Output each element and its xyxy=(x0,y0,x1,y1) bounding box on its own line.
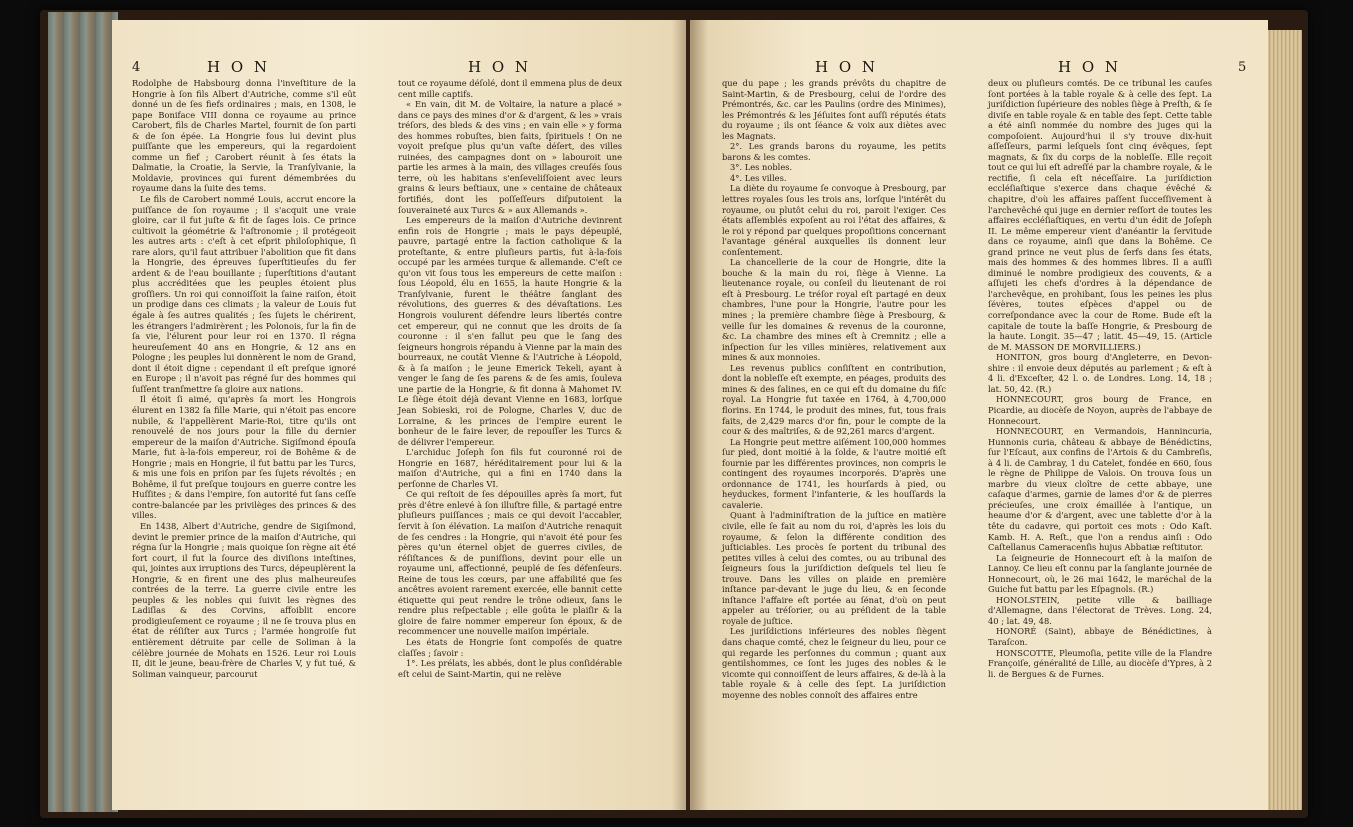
book-gutter xyxy=(672,20,708,810)
paragraph: Il étoit ſi aimé, qu'après ſa mort les Hongrois élurent en 1382 ſa fille Marie, qui n'étoit pas encore nubile, & l'appellèrent Marie-Roi, titre qu'ils ont renouvelé de nos jours pour la fille du dernier empereur de la maiſon d'Autriche. Sigiſmond épouſa Marie, fut à-la-fois empereur, roi de Bohême & de Hongrie ; mais en Hongrie, il fut battu par les Turcs, & mis une fois en priſon par ſes ſujets révoltés ; en Bohême, il fut preſque toujours en guerre contre les Huſſites ; & dans l'empire, ſon autorité fut ſans ceſſe contre-balancée par les privilèges des princes & des villes. xyxy=(132,394,356,521)
dictionary-entry: HONNECOURT, gros bourg de France, en Picardie, au diocèſe de Noyon, auprès de l'abbaye de Honnecourt. xyxy=(988,394,1212,426)
page-number: 4 xyxy=(132,60,141,75)
running-head: H O N xyxy=(468,58,532,76)
paragraph: La ſeigneurie de Honnecourt eſt à la maiſon de Lannoy. Ce lieu eſt connu par la ſanglante journée de Honnecourt, où, le 26 mai 1642, le maréchal de la Guiche fut battu par les Eſpagnols. (R.) xyxy=(988,552,1212,595)
book-fore-edge-right xyxy=(1262,30,1302,810)
book-fore-edge-left xyxy=(48,12,118,812)
paragraph: « En vain, dit M. de Voltaire, la nature a placé » dans ce pays des mines d'or & d'argent, & les » vrais tréſors, des bleds & des vins ; en vain elle » y forma des hommes robuſtes, bien faits, ſpirituels ! On ne voyoit preſque plus qu'un vaſte déſert, des villes ruinées, des campagnes dont on » labouroit une partie les armes à la main, des villages creuſés ſous terre, où les habitans s'enſeveliſſoient avec leurs grains & leurs beſtiaux, une » centaine de châteaux fortifiés, dont les poſſeſſeurs diſputoient la ſouveraineté aux Turcs & » aux Allemands ». xyxy=(398,99,622,215)
paragraph: Le fils de Carobert nommé Louis, accrut encore la puiſſance de ſon royaume ; il s'acquit une vraie gloire, car il fut juſte & fit de ſages lois. Ce prince cultivoit la géométrie & l'aſtronomie ; il protégeoit les autres arts : c'eſt à cet eſprit philoſophique, ſi rare alors, qu'il faut attribuer l'abolition que fit dans la Hongrie, des épreuves ſuperſtitieuſes du fer ardent & de l'eau bouillante ; ſuperſtitions d'autant plus accréditées que les peuples étoient plus groſſiers. Un roi qui connoiſſoit la ſaine raiſon, étoit un prodige dans ces climats ; la valeur de Louis fut égale à ſes autres qualités ; ſes ſujets le chérirent, les étrangers l'admirèrent ; les Polonois, ſur la fin de ſa vie, l'élurent pour leur roi en 1370. Il régna heureuſement 40 ans en Hongrie, & 12 ans en Pologne ; les peuples lui donnèrent le nom de Grand, dont il étoit digne : cependant il eſt preſque ignoré en Europe ; il n'avoit pas régné ſur des hommes qui ſuſſent tranſmettre ſa gloire aux nations. xyxy=(132,194,356,394)
dictionary-entry: HONORÉ (Saint), abbaye de Bénédictines, à Taraſcon. xyxy=(988,626,1212,647)
dictionary-entry: HONNECOURT, en Vermandois, Hannincuria, Hunnonis curia, château & abbaye de Bénédictins, ſur l'Eſcaut, aux confins de l'Artois & du Cambreſis, à 4 li. de Cambray, 1 du Catelet, fondée en 660, ſous le règne de Philippe de Valois. On trouva ſous un marbre du vieux cloître de cette abbaye, une caſaque d'armes, garnie de lames d'or & de pierres précieuſes, une croix émaillée à l'antique, un heaume d'or & d'argent, avec une tablette d'or à la tête du cadavre, qui portoit ces mots : Odo Kaſt. Kamb. H. A. Reſt., que l'on a rendus ainſi : Odo Caſtellanus Cameracenſis hujus Abbatiæ reſtitutor. xyxy=(988,426,1212,553)
dictionary-entry: HONSCOTTE, Pleumoſia, petite ville de la Flandre Françoiſe, généralité de Lille, au diocèſe d'Ypres, à 2 li. de Bergues & de Furnes. xyxy=(988,647,1212,679)
text-column-2 xyxy=(988,78,1212,679)
paragraph: Rodolphe de Habsbourg donna l'inveſtiture de la Hongrie à ſon fils Albert d'Autriche, comme s'il eût donné un de ſes fiefs ordinaires ; mais, en 1308, le pape Boniface VIII donna ce royaume au prince Carobert, fils de Charles Martel, fournit de ſon parti & de ſon épée. La Hongrie fous lui devint plus puiſſante que les empereurs, qui la regardoient comme un fief ; Carobert réunit à ſes états la Dalmatie, la Croatie, la Servie, la Tranſylvanie, la Moldavie, provinces qui furent démembrées du royaume dans la ſuite des tems. xyxy=(132,78,356,194)
paragraph: Les empereurs de la maiſon d'Autriche devinrent enfin rois de Hongrie ; mais le pays dépeuplé, pauvre, partagé entre la faction catholique & la proteſtante, & entre pluſieurs partis, fut à-la-fois occupé par les armées turque & allemande. C'eſt ce qu'on vit ſous tous les empereurs de cette maiſon : ſous Léopold, élu en 1655, la haute Hongrie & la Tranſylvanie, furent le théâtre ſanglant des révolutions, des guerres & des dévaſtations. Les Hongrois voulurent défendre leurs libertés contre cet empereur, qui ne connut que les droits de ſa couronne : il s'en fallut peu que le ſang des ſeigneurs hongrois répandu à Vienne par la main des bourreaux, ne coutât Vienne & l'Autriche à Léopold, & à ſa maiſon ; le jeune Emerick Tekeli, ayant à venger le ſang de ſes parens & de ſes amis, ſouleva une partie de la Hongrie, & fit donna à Mahomet IV. Le ſiège étoit déjà devant Vienne en 1683, lorſque Jean Sobieski, roi de Pologne, Charles V, duc de Lorraine, & les princes de l'empire eurent le bonheur de le faire lever, de repouſſer les Turcs & de délivrer l'empereur. xyxy=(398,215,622,447)
paragraph: tout ce royaume déſolé, dont il emmena plus de deux cent mille captifs. xyxy=(398,78,622,99)
paragraph: L'archiduc Joſeph ſon fils fut couronné roi de Hongrie en 1687, héréditairement pour lui & la maiſon d'Autriche, qui a fini en 1740 dans la perſonne de Charles VI. xyxy=(398,447,622,489)
running-head: H O N xyxy=(1058,58,1122,76)
text-column-2 xyxy=(398,78,622,679)
paragraph: La chancellerie de la cour de Hongrie, dite la bouche & la main du roi, ſiège à Vienne. La lieutenance royale, ou conſeil du lieutenant de roi eſt à Presbourg. Le tréſor royal eſt partagé en deux chambres, l'une pour la Hongrie, l'autre pour les mines ; la première chambre ſiège à Presbourg, & veille ſur les domaines & revenus de la couronne, &c. La chambre des mines eſt à Cremnitz ; elle a inſpection ſur les villes minières, relativement aux mines & aux monnoies. xyxy=(722,257,946,363)
paragraph: 1°. Les prélats, les abbés, dont le plus conſidérable eſt celui de Saint-Martin, qui ne relève xyxy=(398,658,622,679)
paragraph: En 1438, Albert d'Autriche, gendre de Sigiſmond, devint le premier prince de la maiſon d'Autriche, qui régna ſur la Hongrie ; mais quoique ſon règne ait été fort court, il fut la ſource des diviſions inteſtines, qui, jointes aux irruptions des Turcs, dépeuplèrent la Hongrie, & en firent une des plus malheureuſes contrées de la terre. La guerre civile entre les peuples & les nobles qui ſuivit les règnes des Ladiſlas & des Corvins, affoiblit encore prodigieuſement ce royaume ; il ne ſe trouva plus en état de réſiſter aux Turcs ; l'armée hongroiſe fut entièrement détruite par celle de Soliman à la célèbre journée de Mohats en 1526. Leur roi Louis II, dit le jeune, beau-frère de Charles V, y fut tué, & Soliman vainqueur, parcourut xyxy=(132,520,356,679)
paragraph: 4°. Les villes. xyxy=(730,172,787,183)
paragraph: que du pape ; les grands prévôts du chapitre de Saint-Martin, & de Presbourg, celui de l'ordre des Prémontrés, &c. car les Paulins (ordre des Minimes), les Prémontrés & les Jéſuites ſont auſſi réputés états du royaume ; ils ont ſéance & voix aux diètes avec les Magnats. xyxy=(722,78,946,141)
paragraph: Ce qui reſtoit de ſes dépouilles après ſa mort, fut près d'être enlevé à ſon illuſtre fille, & partagé entre pluſieurs puiſſances ; mais ce qui devoit l'accabler, ſervit à ſon élévation. La maiſon d'Autriche renaquit de ſes cendres : la Hongrie, qui n'avoit été pour ſes pères qu'un éternel objet de guerres civiles, de réſiſtances & de puniſſions, devint pour elle un royaume uni, affectionné, peuplé de ſes défenſeurs. Reine de tous les cœurs, par une affabilité que ſes ancêtres avoient rarement exercée, elle bannit cette étiquette qui peut rendre le trône odieux, ſans le rendre plus reſpectable ; elle goûta le plaiſir & la gloire de faire nommer empereur ſon époux, & de recommencer une nouvelle maiſon impériale. xyxy=(398,489,622,637)
text-column-1 xyxy=(132,78,356,679)
dictionary-entry: HONITON, gros bourg d'Angleterre, en Devon-shire : il envoie deux députés au parlement ; & eſt à 4 li. d'Exceſter, 42 l. o. de Londres. Long. 14, 18 ; lat. 50, 42. (R.) xyxy=(988,352,1212,394)
paragraph: 3°. Les nobles. xyxy=(730,162,793,173)
paragraph: La Hongrie peut mettre aiſément 100,000 hommes ſur pied, dont moitié à la ſolde, & l'autre moitié eſt fournie par les différentes provinces, non compris le contingent des royaumes incorporés. D'après une ordonnance de 1741, les hourſards à pied, ou heyduckes, forment l'infanterie, & les houſſards la cavalerie. xyxy=(722,436,946,510)
left-page xyxy=(112,20,686,810)
paragraph: Les états de Hongrie ſont compoſés de quatre claſſes ; ſavoir : xyxy=(398,636,622,658)
dictionary-entry: HONOLSTEIN, petite ville & bailliage d'Allemagne, dans l'électorat de Trèves. Long. 24, 40 ; lat. 49, 48. xyxy=(988,594,1212,626)
paragraph: Quant à l'adminiſtration de la juſtice en matière civile, elle ſe fait au nom du roi, d'après les lois du royaume, & ſelon la différente condition des juſticiables. Les procès ſe portent du tribunal des petites villes à celui des comtes, ou au tribunal des ſeigneurs ſous la juriſdiction deſquels tel lieu ſe trouve. Dans les villes on plaide en première inſtance par-devant le juge du lieu, & en ſeconde inſtance l'affaire eſt portée au ſénat, d'où on peut appeler au tréſorier, ou au préſident de la table royale de juſtice. xyxy=(722,510,946,626)
paragraph: deux ou pluſieurs comtés. De ce tribunal les cauſes ſont portées à la table royale & à celle des ſept. La juriſdiction ſupérieure des nobles ſiège à Preſth, & ſe diviſe en table royale & en table des ſept. Cette table a été ainſi nommée du nombre des juges qui la compoſoient. Aujourd'hui il s'y trouve dix-huit aſſeſſeurs, parmi leſquels ſont cinq évêques, ſept magnats, & ſix du corps de la nobleſſe. Elle reçoit tout ce qui lui eſt adreſſé par la chambre royale, & le rectifie, ſi cela eſt néceſſaire. La juriſdiction eccléſiaſtique s'exerce dans chaque évêché & chapitre, d'où les affaires paſſent ſucceſſivement à l'archevêché qui juge en dernier reſſort de toutes les affaires eccléſiaſtiques, en vertu d'un édit de Joſeph II. Le même empereur vient d'anéantir la ſervitude dans ce royaume, ainſi que dans la Bohême. Ce grand prince ne veut plus de ſerfs dans ſes états, mais des hommes & des hommes libres. Il a auſſi diminué le nombre prodigieux des couvents, & a aſſujeti les chefs d'ordres à la dépendance de l'archevêque, en prohibant, ſous les peines les plus ſévères, toutes eſpèces d'appel ou de correſpondance avec la cour de Rome. Bude eſt la capitale de toute la baſſe Hongrie, & Presbourg de la haute. Longit. 35—47 ; latit. 45—49, 15. (Article de M. MASSON DE MORVILLIERS.) xyxy=(988,78,1212,352)
running-head: H O N xyxy=(207,58,271,76)
page-number: 5 xyxy=(1238,60,1247,75)
right-page xyxy=(690,20,1268,810)
running-head: H O N xyxy=(815,58,879,76)
text-column-1 xyxy=(722,78,946,700)
paragraph: 2°. Les grands barons du royaume, les petits barons & les comtes. xyxy=(722,141,946,162)
paragraph: La diète du royaume ſe convoque à Presbourg, par lettres royales ſous les trois ans, lorſque l'intérêt du royaume, ou plutôt celui du roi, paroit l'exiger. Ces états aſſemblés expoſent au roi l'état des affaires, & le roi y répond par quelques propoſitions concernant l'avantage général auxquelles ils donnent leur conſentement. xyxy=(722,183,946,257)
paragraph: Les juriſdictions inférieures des nobles ſiègent dans chaque comté, chez le ſeigneur du lieu, pour ce qui regarde les perſonnes du commun ; quant aux gentilshommes, ce ſont les juges des nobles & le vicomte qui connoiſſent de leurs affaires, & de-là à la table royale & à celle des ſept. La juriſdiction moyenne des nobles connoît des affaires entre xyxy=(722,626,946,700)
paragraph: Les revenus publics conſiſtent en contribution, dont la nobleſſe eſt exempte, en péages, produits des mines & des ſalines, en ce qui eſt du domaine du fiſc royal. La Hongrie fut taxée en 1764, à 4,700,000 florins. En 1744, le produit des mines, fut, tous frais faits, de 2,429 marcs d'or fin, pour le compte de la cour & des maîtriſes, & de 92,261 marcs d'argent. xyxy=(722,362,947,437)
